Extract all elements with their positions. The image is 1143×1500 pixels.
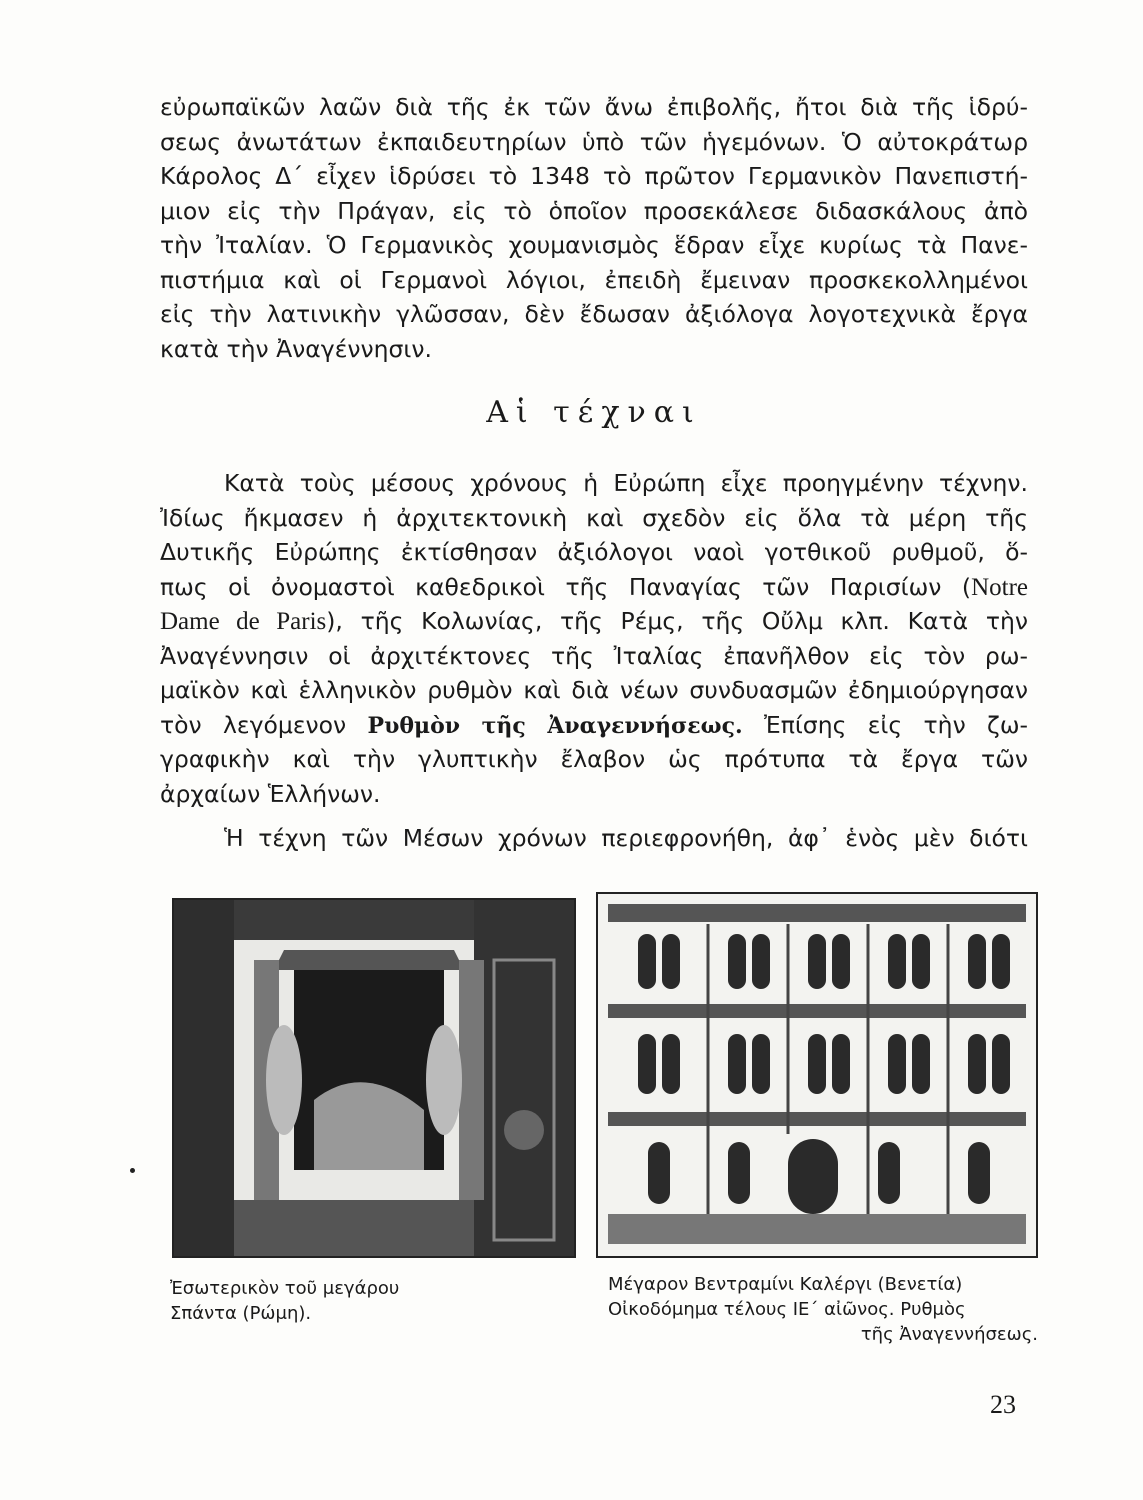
caption-line: τῆς Ἀναγεννήσεως. (860, 1324, 1038, 1345)
paragraph-humanism (160, 90, 1028, 366)
text-segment: ), τῆς Κολωνίας, τῆς Ρέμς, τῆς Οὔλμ κλπ. Κατὰ τὴν (326, 607, 1028, 635)
text-line: Κάρολος Δ΄ εἶχεν ἱδρύσει τὸ 1348 τὸ πρῶτον Γερμανικὸν Πανεπιστή- (160, 162, 1028, 190)
text-line: εἰς τὴν λατινικὴν γλῶσσαν, δὲν ἔδωσαν ἀξιόλογα λογοτεχνικὰ ἔργα (160, 300, 1028, 328)
text-line: σεως ἀνωτάτων ἐκπαιδευτηρίων ὑπὸ τῶν ἡγεμόνων. Ὁ αὐτοκράτωρ (160, 127, 1028, 156)
text-line: μαϊκὸν καὶ ἑλληνικὸν ρυθμὸν καὶ διὰ νέων συνδυασμῶν ἐδημιούργησαν (160, 676, 1028, 704)
latin-text: Notre (971, 573, 1028, 601)
text-segment: Ἐπίσης εἰς τὴν ζω- (742, 710, 1028, 739)
text-line: εὐρωπαϊκῶν λαῶν διὰ τῆς ἐκ τῶν ἄνω ἐπιβολῆς, ἤτοι διὰ τῆς ἱδρύ- (160, 93, 1028, 121)
latin-text: Dame de Paris (160, 608, 327, 635)
spada-interior-illustration (174, 900, 574, 1256)
caption-line: Οἰκοδόμημα τέλους ΙΕ΄ αἰῶνος. Ρυθμὸς (608, 1299, 966, 1320)
text-line: πιστήμια καὶ οἱ Γερμανοὶ λόγιοι, ἐπειδὴ ἔμειναν προσκεκολλημένοι (160, 265, 1028, 294)
bold-term: Ρυθμὸν τῆς Ἀναγεννήσεως. (367, 712, 743, 739)
caption-line: Ἐσωτερικὸν τοῦ μεγάρου (170, 1278, 400, 1299)
text-line (160, 604, 1028, 639)
text-line: γραφικὴν καὶ τὴν γλυπτικὴν ἔλαβον ὡς πρότυπα τὰ ἔργα τῶν (160, 745, 1028, 773)
text-line: Κατὰ τοὺς μέσους χρόνους ἡ Εὐρώπη εἶχε προηγμένην τέχνην. (224, 469, 1028, 497)
vendramin-palace-illustration (598, 894, 1036, 1256)
caption-left (170, 1276, 470, 1326)
page-number: 23 (990, 1390, 1016, 1419)
paragraph-arts (160, 466, 1028, 811)
text-line: ἀρχαίων Ἑλλήνων. (160, 779, 381, 808)
caption-right (608, 1272, 1038, 1347)
paragraph-middle-ages (160, 821, 1028, 856)
text-line: μιον εἰς τὴν Πράγαν, εἰς τὸ ὁποῖον προσεκάλεσε διδασκάλους ἀπὸ (160, 196, 1028, 225)
text-line (160, 708, 1028, 743)
figure-vendramin-palace (596, 892, 1038, 1258)
text-segment: πως οἱ ὀνομαστοὶ καθεδρικοὶ τῆς Παναγίας τῶν Παρισίων ( (160, 572, 972, 601)
text-line: Δυτικῆς Εὐρώπης ἐκτίσθησαν ἀξιόλογοι ναοὶ γοτθικοῦ ρυθμοῦ, ὅ- (160, 538, 1028, 566)
caption-line: Σπάντα (Ρώμη). (170, 1303, 312, 1324)
caption-line: Μέγαρον Βεντραμίνι Καλέργι (Βενετία) (608, 1274, 963, 1295)
text-line: Ἡ τέχνη τῶν Μέσων χρόνων περιεφρονήθη, ἀφ᾽ ἑνὸς μὲν διότι (224, 824, 1028, 852)
text-line: τὴν Ἰταλίαν. Ὁ Γερμανικὸς χουμανισμὸς ἕδραν εἶχε κυρίως τὰ Πανε- (160, 231, 1028, 259)
text-line (160, 570, 1028, 605)
text-segment: τὸν λεγόμενον (160, 710, 368, 739)
stray-ink-dot (130, 1168, 135, 1173)
text-line: Ἰδίως ἤκμασεν ἡ ἀρχιτεκτονικὴ καὶ σχεδὸν εἰς ὅλα τὰ μέρη τῆς (160, 503, 1028, 532)
text-line: Ἀναγέννησιν οἱ ἀρχιτέκτονες τῆς Ἰταλίας ἐπανῆλθον εἰς τὸν ρω- (160, 641, 1028, 670)
section-heading: Αἱ τέχναι (486, 395, 702, 430)
text-line: κατὰ τὴν Ἀναγέννησιν. (160, 334, 432, 363)
figure-spada-interior (172, 898, 576, 1258)
